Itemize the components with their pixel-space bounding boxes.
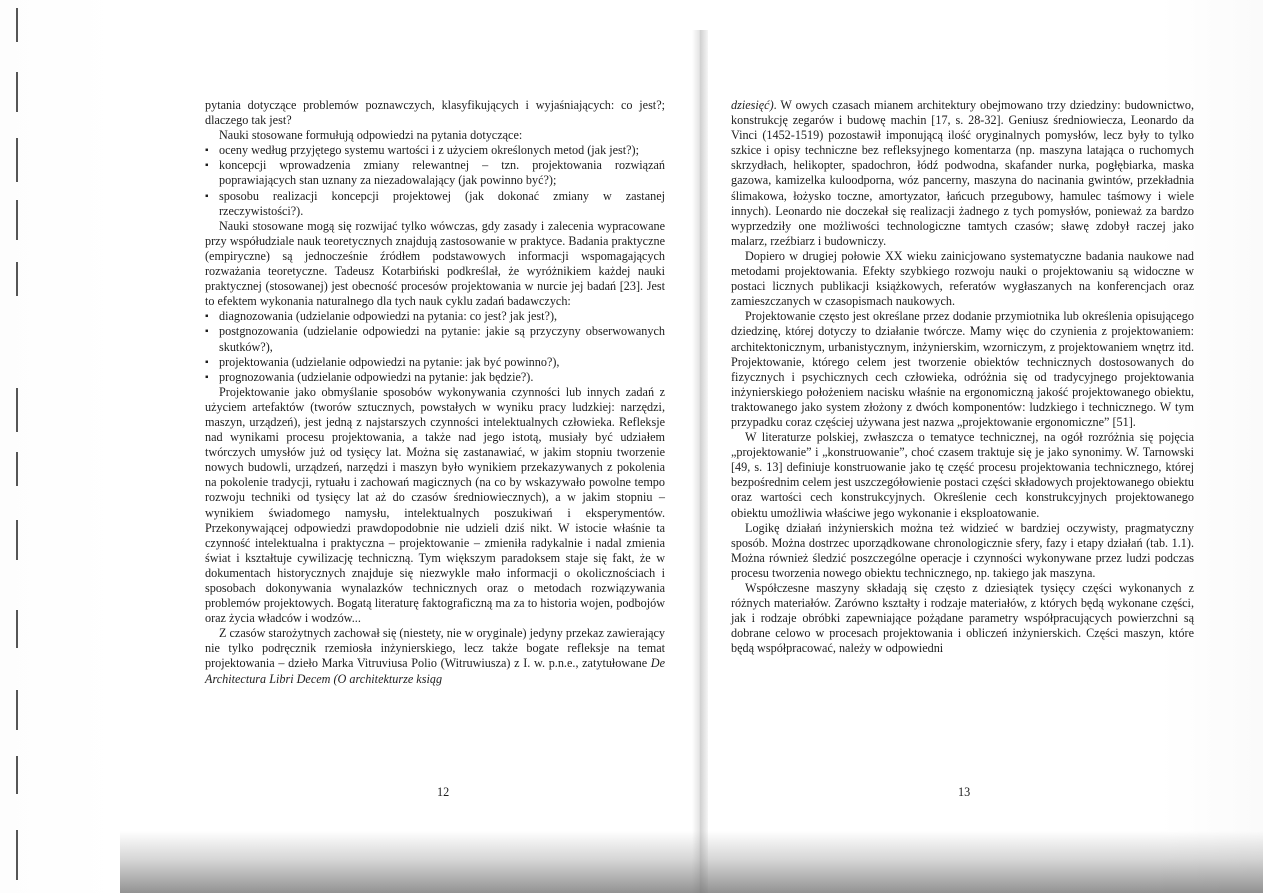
page-number: 13: [958, 785, 971, 799]
scan-bottom-shadow: [120, 831, 1263, 893]
paragraph: [205, 626, 665, 686]
paragraph-text: . W owych czasach mianem architektury obejmowano trzy dziedziny: budownictwo, konstrukcję zegarów i budowę machin [17, s. 28-32]. Geniusz średniowiecza, Leonardo da Vinci (1452-1519) pozostawił imponującą ilość oryginalnych pomysłów, lecz były to tylko szkice i opisy techniczne bez refleksyjnego komentarza (np. maszyna latająca o ruchomych skrzydłach, helikopter, spadochron, łódź podwodna, skafander nurka, pogłębiarka, maska gazowa, kamizelka kuloodporna, wóz pancerny, maszyna do nacinania gwintów, przekładnia ślimakowa, łożysko toczne, amortyzator, łańcuch przegubowy, hamulec taśmowy i wiele innych). Leonardo nie doczekał się realizacji żadnego z tych pomysłów, ponieważ za bardzo wyprzedziły one możliwości technologiczne tamtych czasów; sławę zdobył raczej jako malarz, rzeźbiarz i budowniczy.: [731, 98, 1194, 248]
page-number: 12: [437, 785, 450, 799]
bullet-list: [205, 143, 665, 218]
paragraph: W literaturze polskiej, zwłaszcza o tematyce technicznej, na ogół rozróżnia się pojęcia „projektowanie” i „konstruowanie”, choć czasem traktuje się je jako synonimy. W. Tarnowski [49, s. 13] definiuje konstruowanie jako tę część procesu projektowania technicznego, której bezpośrednim celem jest uszczegółowienie postaci części składowych projektowanego obiektu oraz wartości cech konstrukcyjnych. Określenie cech konstrukcyjnych projektowanego obiektu umożliwia właściwe jego wykonanie i eksploatowanie.: [731, 430, 1194, 520]
book-title: dziesięć): [731, 98, 774, 112]
list-item: ▪ sposobu realizacji koncepcji projektowej (jak dokonać zmiany w zastanej rzeczywistości?).: [205, 189, 665, 219]
bullet-list: [205, 309, 665, 384]
paragraph: Nauki stosowane mogą się rozwijać tylko wówczas, gdy zasady i zalecenia wypracowane przy współudziale nauk teoretycznych znajdują zastosowanie w praktyce. Badania praktyczne (empiryczne) są jednocześnie źródłem podstawowych informacji wspomagających rozważania teoretyczne. Tadeusz Kotarbiński podkreślał, że wyróżnikiem każdej nauki praktycznej (stosowanej) jest obecność procesów projektowania w nurcie jej badań [23]. Jest to efektem wykonania naturalnego dla tych nauk cyklu zadań badawczych:: [205, 218, 665, 309]
list-item: ▪ postgnozowania (udzielanie odpowiedzi na pytanie: jakie są przyczyny obserwowanych skutków?),: [205, 324, 665, 354]
paragraph: Projektowanie jako obmyślanie sposobów wykonywania czynności lub innych zadań z użyciem artefaktów (tworów sztucznych, powstałych w wyniku pracy ludzkiej: narzędzi, maszyn, urządzeń), jest jedną z najstarszych czynności intelektualnych człowieka. Refleksje nad wynikami procesu projektowania, a także nad jego istotą, musiały być udziałem twórczych umysłów już od tysięcy lat. Można się zastanawiać, w jakim stopniu tworzenie nowych budowli, urządzeń, narzędzi i maszyn było wynikiem przekazywanych z pokolenia na pokolenie tradycji, rytuału i zachowań magicznych (na co by wskazywało powolne tempo rozwoju techniki od tysięcy lat aż do czasów średniowiecznych), a w jakim stopniu – wynikiem świadomego namysłu, intelektualnych poszukiwań i eksperymentów. Przekonywającej odpowiedzi prawdopodobnie nie udzieli dziś nikt. W istocie właśnie ta czynność intelektualna i praktyczna – projektowanie – zmieniła radykalnie i nadal zmienia świat i kształtuje cywilizację techniczną. Tym większym paradoksem staje się fakt, że w dokumentach historycznych znajduje się niezwykle mało informacji o okolicznościach i sposobach dokonywania wynalazków technicznych oraz o metodach rozwiązywania problemów projektowych. Bogatą literaturę faktograficzną ma za to historia wojen, podbojów oraz życia władców i wodzów...: [205, 384, 665, 626]
book-gutter: [692, 30, 708, 893]
paragraph: Dopiero w drugiej połowie XX wieku zainicjowano systematyczne badania naukowe nad metodami projektowania. Efekty szybkiego rozwoju nauki o projektowaniu są widoczne w postaci licznych publikacji książkowych, referatów wygłaszanych na konferencjach oraz zamieszczanych w czasopismach naukowych.: [731, 248, 1194, 309]
paragraph: [731, 98, 1194, 249]
paragraph: Nauki stosowane formułują odpowiedzi na pytania dotyczące:: [219, 128, 523, 143]
binder-edge-marks: [8, 0, 28, 893]
right-page: [731, 98, 1194, 798]
book-title: De Architectura Libri Decem (O architekturze ksiąg: [205, 656, 665, 686]
paragraph: Projektowanie często jest określane przez dodanie przymiotnika lub określenia opisującego dziedzinę, której dotyczy to działanie twórcze. Mamy więc do czynienia z projektowaniem: architektonicznym, urbanistycznym, inżynierskim, wzorniczym, z projektowaniem wnętrz itd. Projektowanie, którego celem jest tworzenie obiektów technicznych dostosowanych do fizycznych i psychicznych cech człowieka, odróżnia się od tradycyjnego projektowania inżynierskiego położeniem nacisku właśnie na ergonomiczną jakość projektowanego obiektu, traktowanego jako system złożony z dwóch komponentów: ludzkiego i technicznego. W tym przypadku coraz częściej używana jest nazwa „projektowanie ergonomiczne” [51].: [731, 309, 1194, 429]
list-item: ▪ diagnozowania (udzielanie odpowiedzi na pytania: co jest? jak jest?),: [205, 309, 665, 324]
paragraph-text: Z czasów starożytnych zachował się (niestety, nie w oryginale) jedyny przekaz zawierający nie tylko podręcznik rzemiosła inżynierskiego, lecz także bogate refleksje na temat projektowania – dzieło Marka Vitruviusa Polio (Witruwiusza) z I. w. p.n.e., zatytułowane: [205, 626, 665, 671]
list-item: ▪ oceny według przyjętego systemu wartości i z użyciem określonych metod (jak jest?);: [205, 143, 665, 158]
list-item: ▪ projektowania (udzielanie odpowiedzi na pytanie: jak być powinno?),: [205, 355, 665, 370]
paragraph: Logikę działań inżynierskich można też widzieć w bardziej oczywisty, pragmatyczny sposób. Można dostrzec uporządkowane chronologicznie sfery, fazy i etapy działań (tab. 1.1). Można również śledzić poszczególne operacje i czynności wykonywane przez ludzi podczas procesu tworzenia nowego obiektu technicznego, np. takiego jak maszyna.: [731, 520, 1194, 580]
list-item: ▪ prognozowania (udzielanie odpowiedzi na pytanie: jak będzie?).: [205, 370, 665, 385]
list-item: ▪ koncepcji wprowadzenia zmiany relewantnej – tzn. projektowania rozwiązań poprawiających stan uznany za niezadowalający (jak powinno być?);: [205, 158, 665, 188]
paragraph: Współczesne maszyny składają się często z dziesiątek tysięcy części wykonanych z różnych materiałów. Zarówno kształty i rodzaje materiałów, z których będą wykonane części, jak i rodzaje obróbki zapewniające pożądane parametry współpracujących powierzchni są dobrane celowo w procesach projektowania i obliczeń inżynierskich. Części maszyn, które będą współpracować, należy w odpowiedni: [731, 581, 1194, 656]
paragraph: pytania dotyczące problemów poznawczych, klasyfikujących i wyjaśniających: co jest?; dlaczego tak jest?: [205, 98, 665, 128]
left-page: [205, 98, 665, 798]
